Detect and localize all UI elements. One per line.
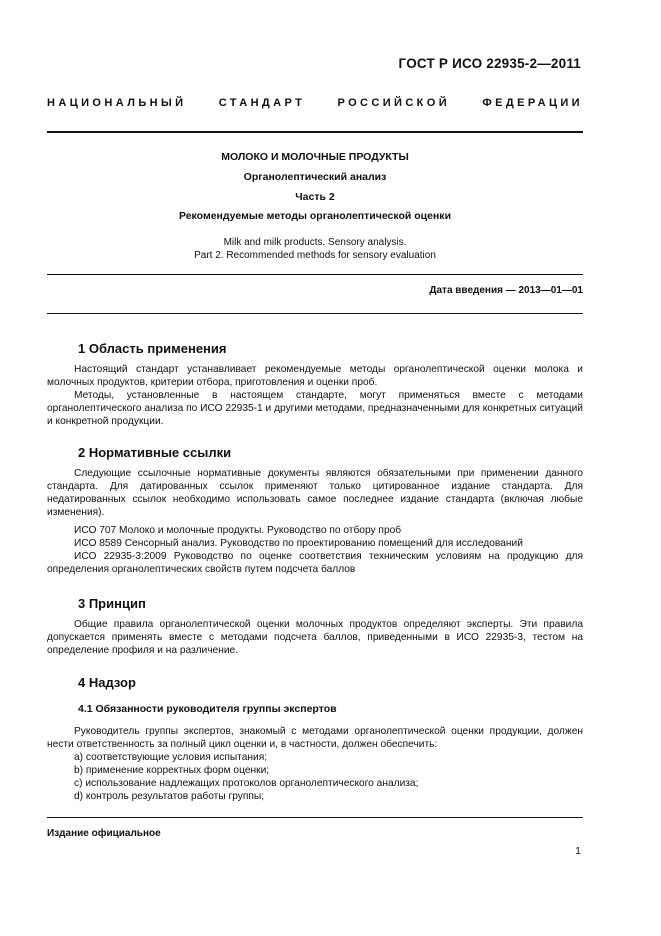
footer-rule <box>47 817 583 818</box>
page-number: 1 <box>575 845 581 857</box>
section-1-paragraph-1: Настоящий стандарт устанавливает рекомендуемые методы органолептической оценки молока и молочных продуктов, критерии отбора, приготовления и оценки проб. <box>47 364 583 388</box>
title-name: Рекомендуемые методы органолептической оценки <box>178 210 452 222</box>
section-1-paragraph-2: Методы, установленные в настоящем стандарте, могут применяться вместе с методами органолептического анализа по ИСО 22935-1 и другими методами, предназначенными для конкретных ситуаций и конкретной продукции. <box>47 390 583 427</box>
section-4-paragraph-1: Руководитель группы экспертов, знакомый с методами органолептической оценки продукции, должен нести ответственность за полный цикл оценки и, в частности, должен обеспечить: <box>47 726 583 750</box>
title-english <box>47 236 583 262</box>
header-rule <box>47 131 583 133</box>
section-1-heading: 1 Область применения <box>78 341 227 356</box>
list-item-d: d) контроль результатов работы группы; <box>74 791 265 802</box>
reference-iso-22935-3: ИСО 22935-3:2009 Руководство по оценке соответствия техническим условиям на продукцию для определения органолептических свойств путем подсчета баллов <box>47 551 583 575</box>
title-rule <box>47 274 583 275</box>
date-rule <box>47 313 583 314</box>
national-standard-banner: НАЦИОНАЛЬНЫЙ СТАНДАРТ РОССИЙСКОЙ ФЕДЕРАЦИИ <box>47 97 583 109</box>
section-2-paragraph-1: Следующие ссылочные нормативные документы являются обязательными при применении данного стандарта. Для датированных ссылок применяют только цитированное издание стандарта. Для недатированных ссылок необходимо использовать самое последнее издание стандарта (включая любые изменения). <box>47 468 583 518</box>
reference-iso-8589: ИСО 8589 Сенсорный анализ. Руководство по проектированию помещений для исследований <box>74 538 523 549</box>
title-english-line-2: Part 2. Recommended methods for sensory evaluation <box>194 250 436 261</box>
section-2-heading: 2 Нормативные ссылки <box>78 445 232 460</box>
list-item-b: b) применение корректных форм оценки; <box>74 765 270 776</box>
section-3-heading: 3 Принцип <box>78 596 146 611</box>
official-edition-label: Издание официальное <box>47 828 161 839</box>
title-english-line-1: Milk and milk products. Sensory analysis. <box>223 237 407 248</box>
title-sub: Органолептический анализ <box>243 171 387 183</box>
list-item-c: c) использование надлежащих протоколов органолептического анализа; <box>74 778 419 789</box>
title-main: МОЛОКО И МОЛОЧНЫЕ ПРОДУКТЫ <box>221 151 409 163</box>
list-item-a: a) соответствующие условия испытания; <box>74 752 268 763</box>
subsection-4-1-heading: 4.1 Обязанности руководителя группы экспертов <box>78 703 337 715</box>
section-4-heading: 4 Надзор <box>78 675 136 690</box>
introduction-date: Дата введения — 2013—01—01 <box>429 285 583 296</box>
title-part: Часть 2 <box>295 191 335 203</box>
section-3-paragraph-1: Общие правила органолептической оценки молочных продуктов определяют эксперты. Эти правила допускается применять вместе с методами подсчета баллов, приведенными в ИСО 22935-3, тестом на определение профиля и на различение. <box>47 619 583 656</box>
reference-iso-707: ИСО 707 Молоко и молочные продукты. Руководство по отбору проб <box>74 525 402 536</box>
standard-code: ГОСТ Р ИСО 22935-2—2011 <box>398 56 581 71</box>
